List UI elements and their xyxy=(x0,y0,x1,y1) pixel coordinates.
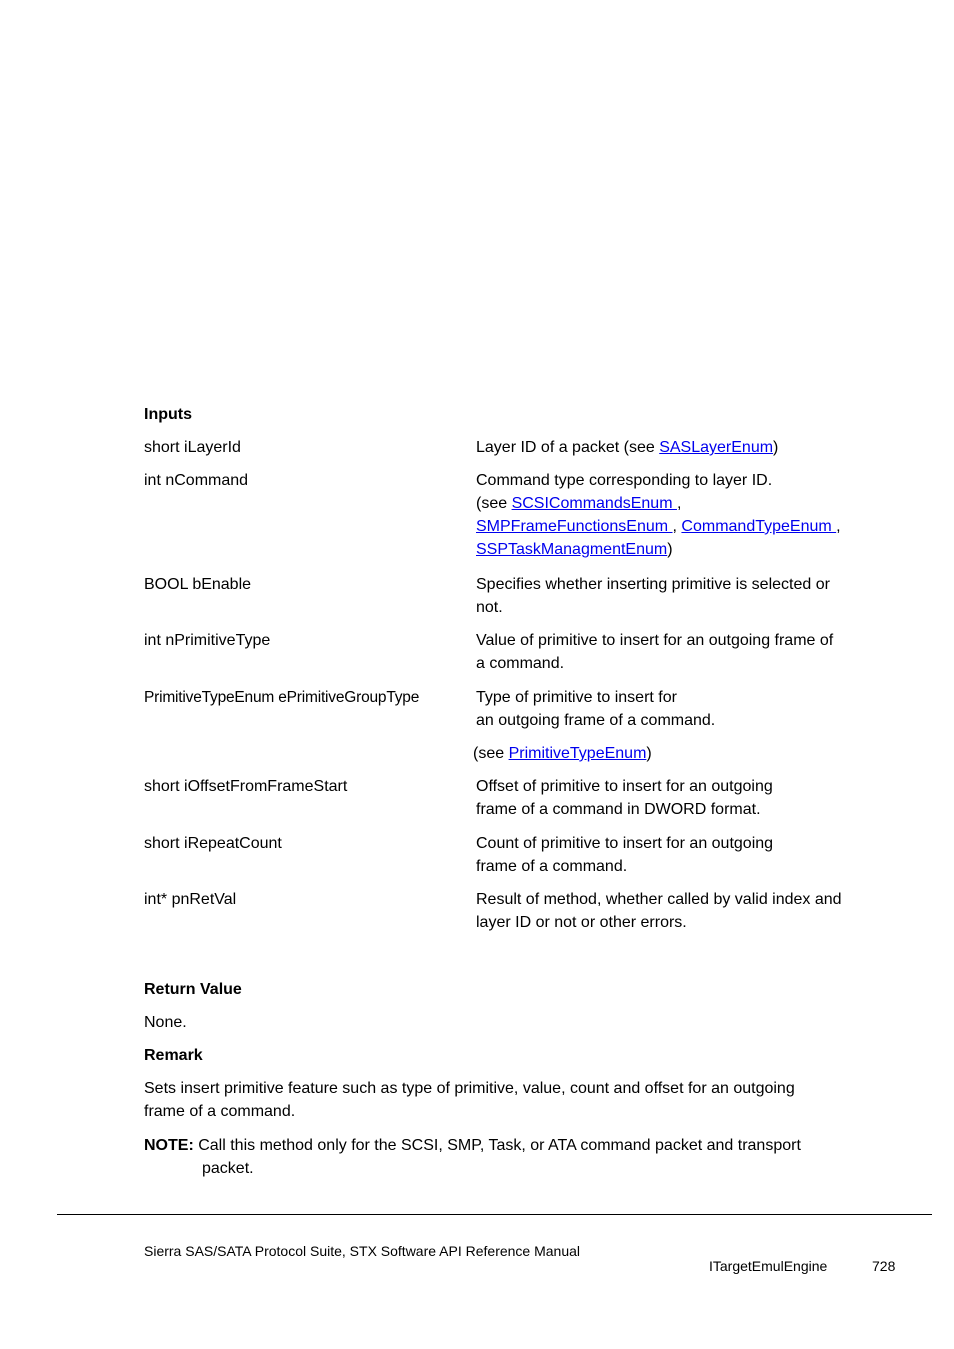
return-text: None. xyxy=(144,1014,187,1031)
return-heading: Return Value xyxy=(144,981,242,998)
footer-manual-title: Sierra SAS/SATA Protocol Suite, STX Software API Reference Manual xyxy=(144,1243,581,1259)
inputs-heading: Inputs xyxy=(144,406,192,423)
param-name: short iRepeatCount xyxy=(144,835,282,852)
separator: , xyxy=(836,518,841,535)
param-desc xyxy=(476,515,841,538)
param-name: PrimitiveTypeEnum ePrimitiveGroupType xyxy=(144,689,420,706)
separator: , xyxy=(672,518,677,535)
param-desc: Offset of primitive to insert for an outgoing xyxy=(476,778,773,795)
note-label: NOTE: xyxy=(144,1137,194,1154)
param-desc xyxy=(476,492,681,515)
param-desc xyxy=(473,742,652,765)
param-name: int* pnRetVal xyxy=(144,891,237,908)
param-desc: Result of method, whether called by valid index and xyxy=(476,891,842,908)
param-desc: an outgoing frame of a command. xyxy=(476,712,716,729)
note xyxy=(144,1134,801,1157)
param-desc: Type of primitive to insert for xyxy=(476,689,677,706)
param-name: int nCommand xyxy=(144,472,249,489)
note-text: packet. xyxy=(202,1160,254,1177)
param-desc: not. xyxy=(476,599,503,616)
param-desc: a command. xyxy=(476,655,565,672)
separator: ) xyxy=(667,541,673,558)
param-desc: Specifies whether inserting primitive is selected or xyxy=(476,576,830,593)
param-desc: layer ID or not or other errors. xyxy=(476,914,687,931)
param-name: BOOL bEnable xyxy=(144,576,252,593)
param-desc: Value of primitive to insert for an outgoing frame of xyxy=(476,632,834,649)
saslayerenum-link[interactable]: SASLayerEnum xyxy=(659,439,774,456)
remark-text: frame of a command. xyxy=(144,1103,296,1120)
footer-page-number: 728 xyxy=(872,1258,896,1274)
remark-heading: Remark xyxy=(144,1047,203,1064)
param-name: short iLayerId xyxy=(144,439,241,456)
param-desc-text: ) xyxy=(646,745,652,762)
note-text: Call this method only for the SCSI, SMP, Task, or ATA command packet and transport xyxy=(193,1137,801,1154)
param-desc-text: ) xyxy=(773,439,779,456)
param-desc: frame of a command in DWORD format. xyxy=(476,801,761,818)
param-desc: frame of a command. xyxy=(476,858,628,875)
scsicommandsenum-link[interactable]: SCSICommandsEnum xyxy=(511,495,677,512)
param-desc xyxy=(476,538,673,561)
separator: , xyxy=(676,495,682,512)
param-name: int nPrimitiveType xyxy=(144,632,271,649)
commandtypeenum-link[interactable]: CommandTypeEnum xyxy=(681,518,837,535)
footer-section-name: ITargetEmulEngine xyxy=(709,1258,828,1274)
param-desc-text: Layer ID of a packet (see xyxy=(476,439,660,456)
param-desc: Command type corresponding to layer ID. xyxy=(476,472,773,489)
param-name: short iOffsetFromFrameStart xyxy=(144,778,348,795)
smpframefunctionsenum-link[interactable]: SMPFrameFunctionsEnum xyxy=(476,518,673,535)
param-desc: Count of primitive to insert for an outgoing xyxy=(476,835,774,852)
remark-text: Sets insert primitive feature such as type of primitive, value, count and offset for an outgoing xyxy=(144,1080,795,1097)
ssptaskmanagmentenum-link[interactable]: SSPTaskManagmentEnum xyxy=(476,541,668,558)
primitivetypeenum-link[interactable]: PrimitiveTypeEnum xyxy=(508,745,647,762)
param-desc-text: (see xyxy=(473,745,509,762)
param-desc-text: (see xyxy=(476,495,512,512)
param-desc xyxy=(476,436,778,459)
footer-divider xyxy=(57,1214,932,1215)
